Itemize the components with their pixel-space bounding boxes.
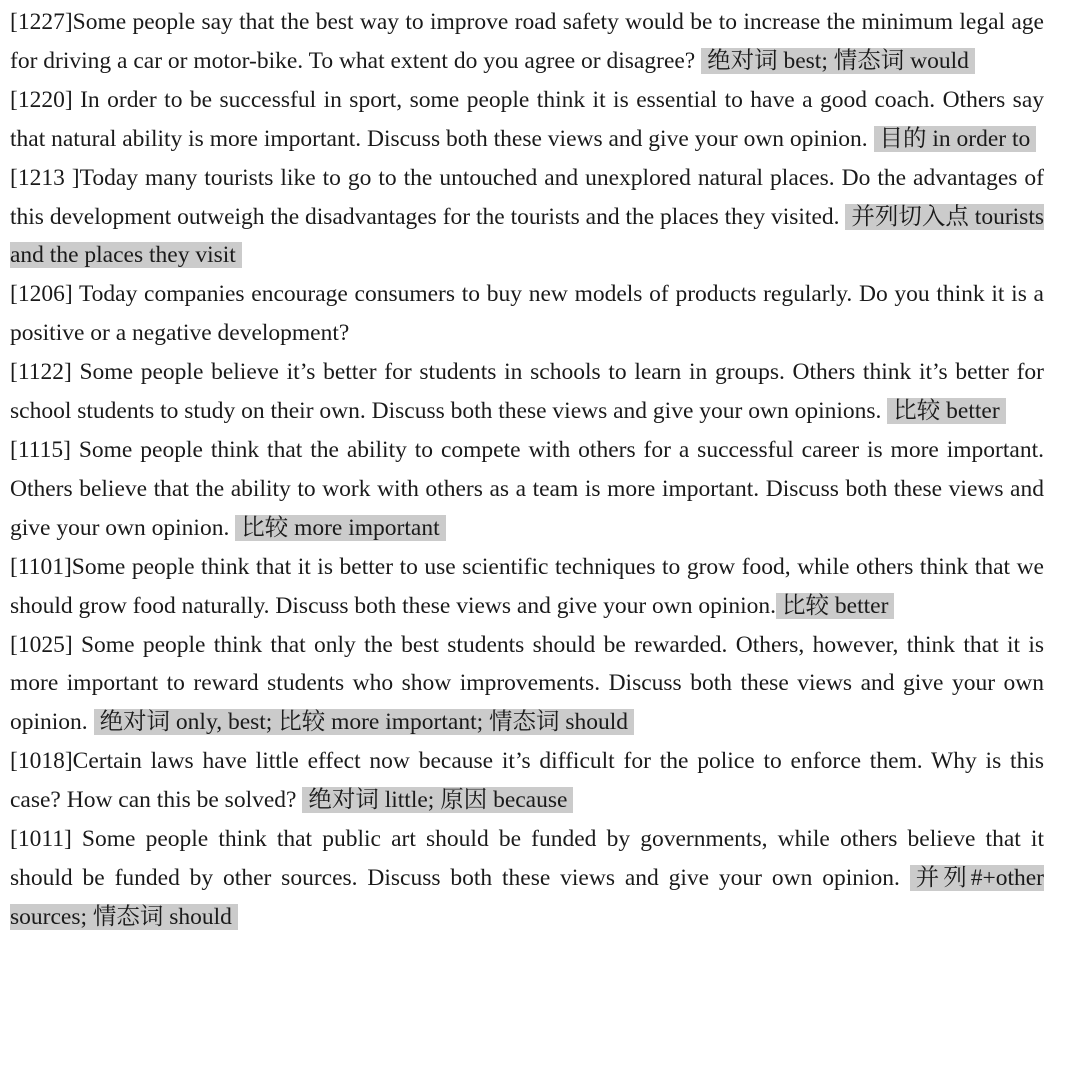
topic-text: [1101]Some people think that it is better to use scientific techniques to grow food, while others think that we should grow food naturally. Discuss both these views and give your own opinion. [10, 553, 1044, 619]
topic-text: [1227]Some people say that the best way to improve road safety would be to increase the minimum legal age for driving a car or motor-bike. To what extent do you agree or disagree? [10, 9, 1044, 74]
topic-text: [1011] Some people think that public art should be funded by governments, while others believe that it should be funded by other sources. Discuss both these views and give your own opinion. [10, 826, 1044, 891]
topic-entry-1206 [10, 275, 1044, 353]
annotation-highlight: 并列#+other sources; 情态词 should [10, 864, 1045, 930]
topic-text: [1213 ]Today many tourists like to go to the untouched and unexplored natural places. Do the advantages of this development outweigh the disadvantages for the tourists and the places they visited. [10, 164, 1044, 230]
annotation-highlight: 比较 better [887, 398, 1005, 424]
topic-entry-1227 [10, 3, 1044, 81]
annotation-highlight: 比较 more important [235, 515, 445, 541]
topic-entry-1213 [10, 159, 1044, 276]
annotation-highlight: 绝对词 only, best; 比较 more important; 情态词 should [94, 709, 635, 735]
topic-entry-1011 [10, 820, 1044, 937]
topic-text: [1018]Certain laws have little effect now because it’s difficult for the police to enforce them. Why is this case? How can this be solved? [10, 748, 1044, 814]
annotation-highlight: 绝对词 best; 情态词 would [701, 48, 975, 74]
topic-text: [1220] In order to be successful in sport, some people think it is essential to have a good coach. Others say that natural ability is more important. Discuss both these views and give your own opinion. [10, 86, 1044, 152]
annotation-highlight: 并列切入点 tourists and the places they visit [10, 203, 1044, 269]
topic-text: [1115] Some people think that the ability to compete with others for a successful career is more important. Others believe that the ability to work with others as a team is more important. Discuss both these views and give your own opinion. [10, 436, 1044, 541]
topic-entry-1122 [10, 353, 1044, 431]
topic-text: [1206] Today companies encourage consumers to buy new models of products regularly. Do you think it is a positive or a negative development? [10, 281, 1044, 347]
annotation-highlight: 绝对词 little; 原因 because [302, 787, 573, 813]
topic-entry-1115 [10, 431, 1044, 548]
topic-entry-1025 [10, 626, 1044, 743]
topic-entry-1101 [10, 548, 1044, 626]
annotation-highlight: 比较 better [776, 593, 894, 619]
topic-text: [1025] Some people think that only the best students should be rewarded. Others, however, think that it is more important to reward students who show improvements. Discuss both these views and give your own opinion. [10, 631, 1044, 736]
annotation-highlight: 目的 in order to [874, 126, 1037, 152]
topic-text: [1122] Some people believe it’s better for students in schools to learn in groups. Others think it’s better for school students to study on their own. Discuss both these views and give your own opinions. [10, 359, 1044, 425]
topic-entry-1018 [10, 742, 1044, 820]
topic-entry-1220 [10, 81, 1044, 159]
